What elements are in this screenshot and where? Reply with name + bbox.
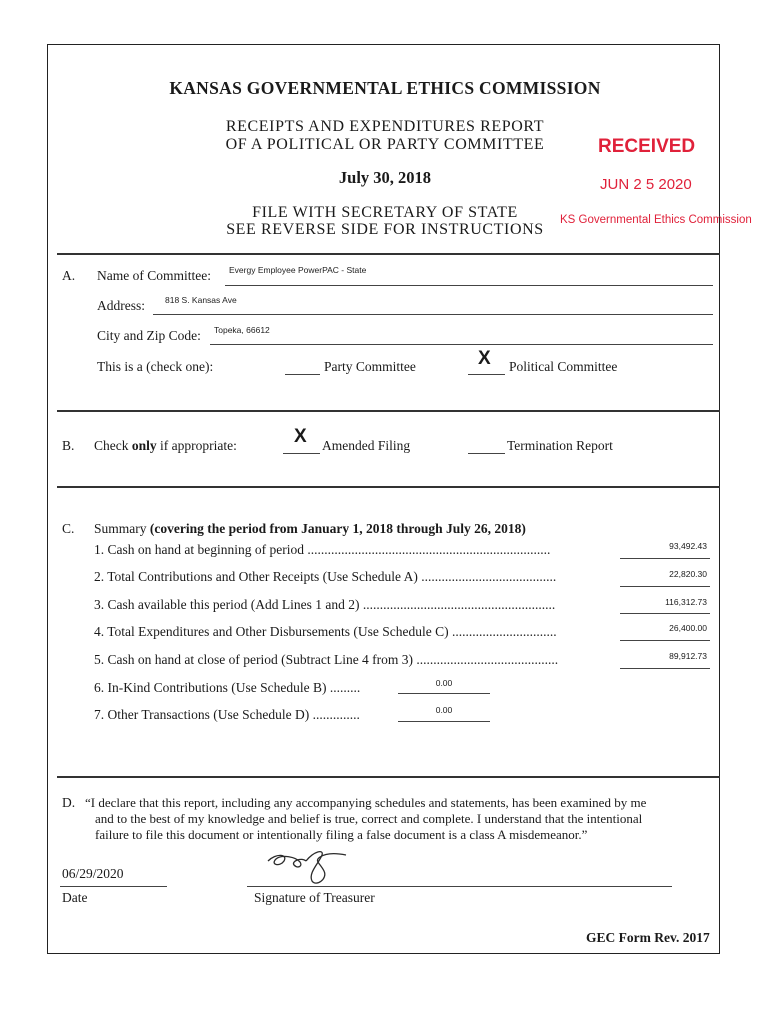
section-separator	[57, 776, 720, 778]
termination-report-blank[interactable]	[468, 453, 505, 454]
committee-name-label: Name of Committee:	[97, 268, 211, 283]
commission-title: KANSAS GOVERNMENTAL ETHICS COMMISSION	[169, 78, 601, 98]
date-value: 06/29/2020	[62, 866, 124, 881]
section-c-letter: C.	[62, 521, 75, 536]
instructions-line: SEE REVERSE SIDE FOR INSTRUCTIONS	[226, 221, 544, 238]
address-line	[153, 314, 713, 315]
summary-line-1: 1. Cash on hand at beginning of period ........................................................................	[94, 542, 551, 557]
date-label: Date	[62, 890, 88, 905]
summary-value-7: 0.00	[435, 705, 453, 715]
summary-value-line	[620, 668, 710, 669]
political-committee-mark: X	[478, 348, 491, 369]
address-value: 818 S. Kansas Ave	[165, 295, 237, 305]
party-committee-label: Party Committee	[324, 359, 416, 374]
received-stamp-agency: KS Governmental Ethics Commission	[560, 214, 752, 226]
form-revision: GEC Form Rev. 2017	[586, 930, 710, 945]
summary-value-4: 26,400.00	[669, 623, 707, 633]
summary-heading: Summary (covering the period from January 1, 2018 through July 26, 2018)	[94, 521, 526, 536]
amended-filing-mark: X	[294, 426, 307, 447]
city-zip-value: Topeka, 66612	[214, 325, 270, 335]
section-d-letter: D.	[62, 795, 76, 810]
declaration-line-3: failure to file this document or intentionally filing a false document is a class A misdemeanor.”	[95, 827, 588, 842]
summary-value-line	[398, 721, 490, 722]
summary-value-line	[398, 693, 490, 694]
report-title-line2: OF A POLITICAL OR PARTY COMMITTEE	[225, 136, 545, 153]
declaration-line-2: and to the best of my knowledge and belief is true, correct and complete. I understand that the intentional	[95, 811, 643, 826]
declaration-line-1: “I declare that this report, including any accompanying schedules and statements, has been examined by me	[85, 795, 647, 810]
political-committee-blank[interactable]	[468, 374, 505, 375]
termination-report-label: Termination Report	[507, 438, 613, 453]
summary-line-4: 4. Total Expenditures and Other Disbursements (Use Schedule C) ...............................	[94, 624, 557, 639]
summary-value-line	[620, 640, 710, 641]
committee-name-value: Evergy Employee PowerPAC - State	[229, 265, 367, 275]
section-separator	[57, 486, 720, 488]
city-zip-label: City and Zip Code:	[97, 328, 201, 343]
section-separator	[57, 410, 720, 412]
amended-filing-label: Amended Filing	[322, 438, 411, 453]
summary-line-2: 2. Total Contributions and Other Receipts (Use Schedule A) ........................................	[94, 569, 557, 584]
date-line	[60, 886, 167, 887]
summary-value-6: 0.00	[435, 678, 453, 688]
party-committee-blank[interactable]	[285, 374, 320, 375]
summary-value-2: 22,820.30	[669, 569, 707, 579]
signature-line	[247, 886, 672, 887]
report-title-line1: RECEIPTS AND EXPENDITURES REPORT	[225, 118, 545, 135]
committee-type-label: This is a (check one):	[97, 359, 214, 374]
summary-value-5: 89,912.73	[669, 651, 707, 661]
check-if-appropriate-label: Check only if appropriate:	[94, 438, 237, 453]
summary-value-line	[620, 558, 710, 559]
summary-value-line	[620, 586, 710, 587]
city-zip-line	[210, 344, 713, 345]
signature-label: Signature of Treasurer	[254, 890, 375, 905]
summary-line-3: 3. Cash available this period (Add Lines 1 and 2) .........................................................	[94, 597, 556, 612]
section-b-letter: B.	[62, 438, 75, 453]
received-stamp: RECEIVED	[598, 136, 696, 157]
committee-name-line	[225, 285, 713, 286]
political-committee-label: Political Committee	[509, 359, 618, 374]
treasurer-signature	[262, 845, 352, 887]
address-label: Address:	[97, 298, 145, 313]
summary-line-5: 5. Cash on hand at close of period (Subtract Line 4 from 3) ..........................................	[94, 652, 559, 667]
summary-value-1: 93,492.43	[669, 541, 707, 551]
section-a-letter: A.	[62, 268, 76, 283]
summary-line-7: 7. Other Transactions (Use Schedule D) ..............	[94, 707, 360, 722]
summary-value-line	[620, 613, 710, 614]
file-with-line: FILE WITH SECRETARY OF STATE	[252, 204, 518, 221]
summary-value-3: 116,312.73	[665, 597, 707, 607]
summary-line-6: 6. In-Kind Contributions (Use Schedule B) .........	[94, 680, 361, 695]
report-date: July 30, 2018	[338, 168, 432, 187]
amended-filing-blank[interactable]	[283, 453, 320, 454]
section-separator	[57, 253, 720, 255]
received-stamp-date: JUN 2 5 2020	[600, 176, 692, 193]
